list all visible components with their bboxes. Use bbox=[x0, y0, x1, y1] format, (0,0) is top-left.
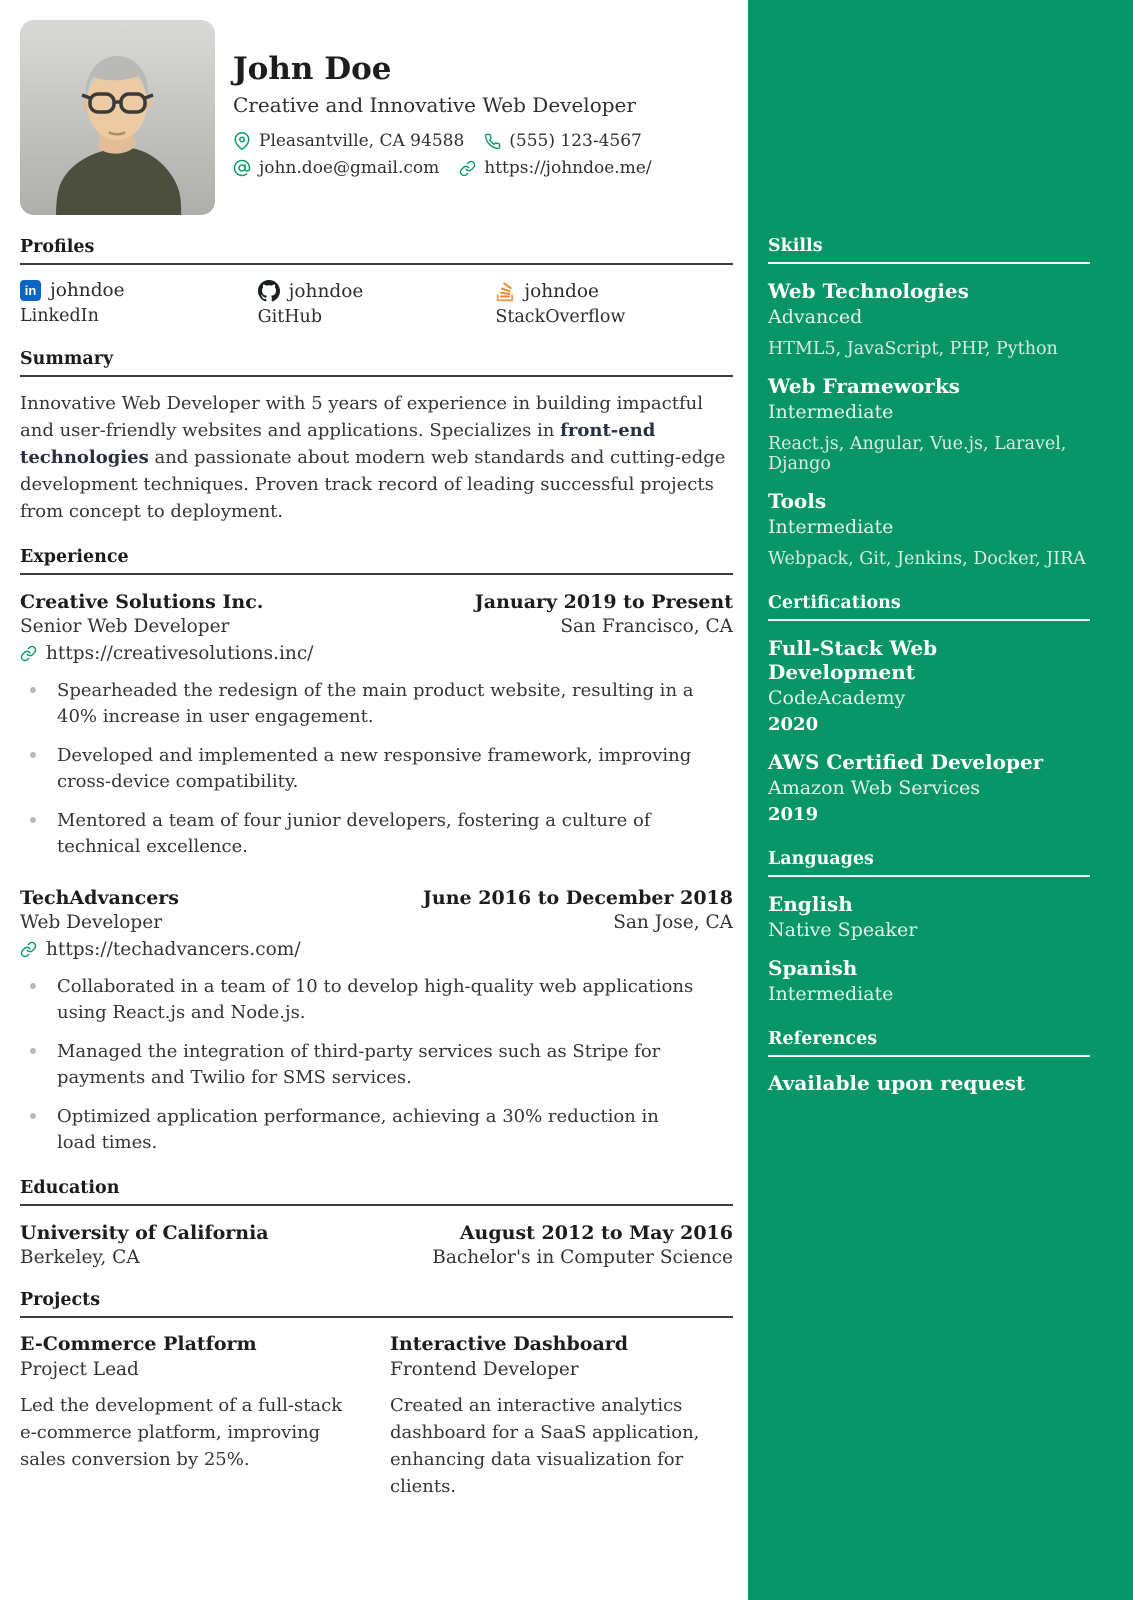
skill-keywords: HTML5, JavaScript, PHP, Python bbox=[768, 339, 1058, 359]
contact-email bbox=[233, 158, 439, 178]
certification-item bbox=[768, 750, 1090, 825]
skill-keywords: React.js, Angular, Vue.js, Laravel, Django bbox=[768, 434, 1067, 474]
linkedin-network-label: LinkedIn bbox=[20, 306, 99, 326]
job-location: San Francisco, CA bbox=[560, 616, 733, 637]
company-name: Creative Solutions Inc. bbox=[20, 591, 264, 613]
bullet-item: Managed the integration of third-party services such as Stripe for payments and Twilio for SMS services. bbox=[20, 1039, 696, 1091]
github-icon bbox=[258, 280, 280, 302]
skill-name: Tools bbox=[768, 489, 827, 513]
skill-level: Intermediate bbox=[768, 401, 894, 423]
profile-stackoverflow bbox=[495, 280, 733, 327]
header bbox=[20, 20, 733, 215]
at-sign-icon bbox=[233, 159, 251, 177]
sidebar bbox=[748, 0, 1133, 1600]
contact-phone bbox=[484, 131, 642, 151]
skill-level: Advanced bbox=[768, 306, 863, 328]
certification-year: 2020 bbox=[768, 714, 819, 735]
job-position: Web Developer bbox=[20, 911, 163, 933]
company-name: TechAdvancers bbox=[20, 886, 179, 909]
degree: Bachelor's in Computer Science bbox=[432, 1247, 733, 1269]
contact-list bbox=[233, 131, 673, 178]
references-text: Available upon request bbox=[768, 1071, 1026, 1095]
summary-heading: Summary bbox=[20, 349, 733, 377]
bullet-item: Optimized application performance, achieving a 30% reduction in load times. bbox=[20, 1104, 696, 1156]
language-item bbox=[768, 892, 1090, 941]
link-icon bbox=[20, 941, 37, 958]
skill-item bbox=[768, 489, 1090, 569]
link-icon bbox=[459, 160, 476, 177]
experience-entry-1 bbox=[20, 591, 733, 861]
map-pin-icon bbox=[233, 132, 251, 150]
avatar bbox=[20, 20, 215, 215]
company-url[interactable]: https://creativesolutions.inc/ bbox=[46, 643, 314, 664]
sidebar-section-skills bbox=[768, 236, 1090, 569]
project-name: E-Commerce Platform bbox=[20, 1333, 257, 1356]
skill-name: Web Frameworks bbox=[768, 374, 960, 398]
location-text: Pleasantville, CA 94588 bbox=[259, 131, 465, 152]
contact-website bbox=[459, 158, 651, 178]
experience-entry-2 bbox=[20, 887, 733, 1157]
skill-item bbox=[768, 374, 1090, 474]
job-bullets bbox=[20, 974, 733, 1157]
sidebar-section-references bbox=[768, 1029, 1090, 1095]
school-name: University of California bbox=[20, 1222, 269, 1245]
section-summary bbox=[20, 349, 733, 525]
person-name: John Doe bbox=[233, 51, 392, 87]
project-2 bbox=[390, 1333, 710, 1500]
job-location: San Jose, CA bbox=[613, 911, 733, 933]
bullet-item: Mentored a team of four junior developers, fostering a culture of technical excellence. bbox=[20, 808, 696, 860]
skills-heading: Skills bbox=[768, 236, 1090, 264]
section-projects bbox=[20, 1290, 733, 1500]
references-heading: References bbox=[768, 1029, 1090, 1057]
certification-item bbox=[768, 636, 1090, 735]
stackoverflow-network-label: StackOverflow bbox=[495, 307, 626, 327]
github-username[interactable]: johndoe bbox=[288, 280, 364, 302]
project-description: Created an interactive analytics dashboard for a SaaS application, enhancing data visualization for clients. bbox=[390, 1395, 700, 1498]
person-headline: Creative and Innovative Web Developer bbox=[233, 93, 636, 118]
phone-icon bbox=[484, 133, 501, 150]
language-level: Intermediate bbox=[768, 983, 894, 1005]
section-education bbox=[20, 1178, 733, 1268]
profiles-row bbox=[20, 280, 733, 327]
language-name: Spanish bbox=[768, 956, 858, 980]
project-role: Frontend Developer bbox=[390, 1359, 579, 1381]
certification-issuer: CodeAcademy bbox=[768, 687, 906, 709]
skill-level: Intermediate bbox=[768, 516, 894, 538]
bullet-item: Collaborated in a team of 10 to develop high-quality web applications using React.js and Node.js. bbox=[20, 974, 696, 1026]
job-position: Senior Web Developer bbox=[20, 616, 230, 637]
linkedin-username[interactable]: johndoe bbox=[50, 280, 125, 301]
email-text[interactable]: john.doe@gmail.com bbox=[259, 158, 440, 179]
github-network-label: GitHub bbox=[257, 307, 323, 327]
project-role: Project Lead bbox=[20, 1359, 139, 1381]
certification-name: Full-Stack Web Development bbox=[768, 636, 938, 684]
language-item bbox=[768, 956, 1090, 1005]
stackoverflow-icon bbox=[495, 280, 515, 302]
profile-linkedin bbox=[20, 280, 258, 327]
project-name: Interactive Dashboard bbox=[390, 1333, 629, 1356]
linkedin-icon: in bbox=[20, 280, 41, 301]
company-url[interactable]: https://techadvancers.com/ bbox=[46, 938, 301, 960]
stackoverflow-username[interactable]: johndoe bbox=[524, 280, 599, 302]
project-1 bbox=[20, 1333, 350, 1500]
summary-text-bold: front-end technologies bbox=[20, 420, 656, 468]
bullet-item: Developed and implemented a new responsive framework, improving cross-device compatibility. bbox=[20, 743, 696, 795]
header-info bbox=[233, 20, 673, 215]
school-location: Berkeley, CA bbox=[20, 1247, 140, 1269]
bullet-item: Spearheaded the redesign of the main product website, resulting in a 40% increase in user engagement. bbox=[20, 678, 696, 730]
certification-issuer: Amazon Web Services bbox=[768, 777, 981, 799]
sidebar-section-languages bbox=[768, 849, 1090, 1005]
profile-github bbox=[258, 280, 496, 327]
skill-name: Web Technologies bbox=[768, 279, 969, 303]
phone-text[interactable]: (555) 123-4567 bbox=[509, 131, 642, 152]
project-description: Led the development of a full-stack e-commerce platform, improving sales conversion by 25%. bbox=[20, 1395, 343, 1471]
summary-text-before: Innovative Web Developer with 5 years of experience in building impactful and user-friendly websites and applications. Specializes in bbox=[20, 393, 703, 441]
language-level: Native Speaker bbox=[768, 919, 918, 941]
projects-row bbox=[20, 1333, 733, 1500]
projects-heading: Projects bbox=[20, 1290, 733, 1318]
section-profiles bbox=[20, 237, 733, 327]
education-heading: Education bbox=[20, 1178, 733, 1206]
certification-name: AWS Certified Developer bbox=[768, 750, 1044, 774]
job-bullets bbox=[20, 678, 733, 861]
education-entry bbox=[20, 1222, 733, 1268]
profiles-heading: Profiles bbox=[20, 237, 733, 265]
job-dates: June 2016 to December 2018 bbox=[422, 886, 733, 909]
link-icon bbox=[20, 645, 37, 662]
section-experience bbox=[20, 547, 733, 1156]
job-dates: January 2019 to Present bbox=[474, 591, 733, 613]
profile-photo bbox=[20, 20, 215, 215]
languages-heading: Languages bbox=[768, 849, 1090, 877]
language-name: English bbox=[768, 892, 853, 916]
education-dates: August 2012 to May 2016 bbox=[459, 1222, 733, 1245]
website-text[interactable]: https://johndoe.me/ bbox=[484, 158, 652, 179]
skill-item bbox=[768, 279, 1090, 359]
certifications-heading: Certifications bbox=[768, 593, 1090, 621]
sidebar-section-certifications bbox=[768, 593, 1090, 825]
summary-text-after: and passionate about modern web standards and cutting-edge development techniques. Proven track record of leading successful projects from concept to deployment. bbox=[20, 447, 726, 522]
experience-heading: Experience bbox=[20, 547, 733, 575]
certification-year: 2019 bbox=[768, 804, 819, 825]
contact-location bbox=[233, 131, 464, 151]
skill-keywords: Webpack, Git, Jenkins, Docker, JIRA bbox=[768, 549, 1086, 569]
summary-text bbox=[20, 390, 726, 525]
